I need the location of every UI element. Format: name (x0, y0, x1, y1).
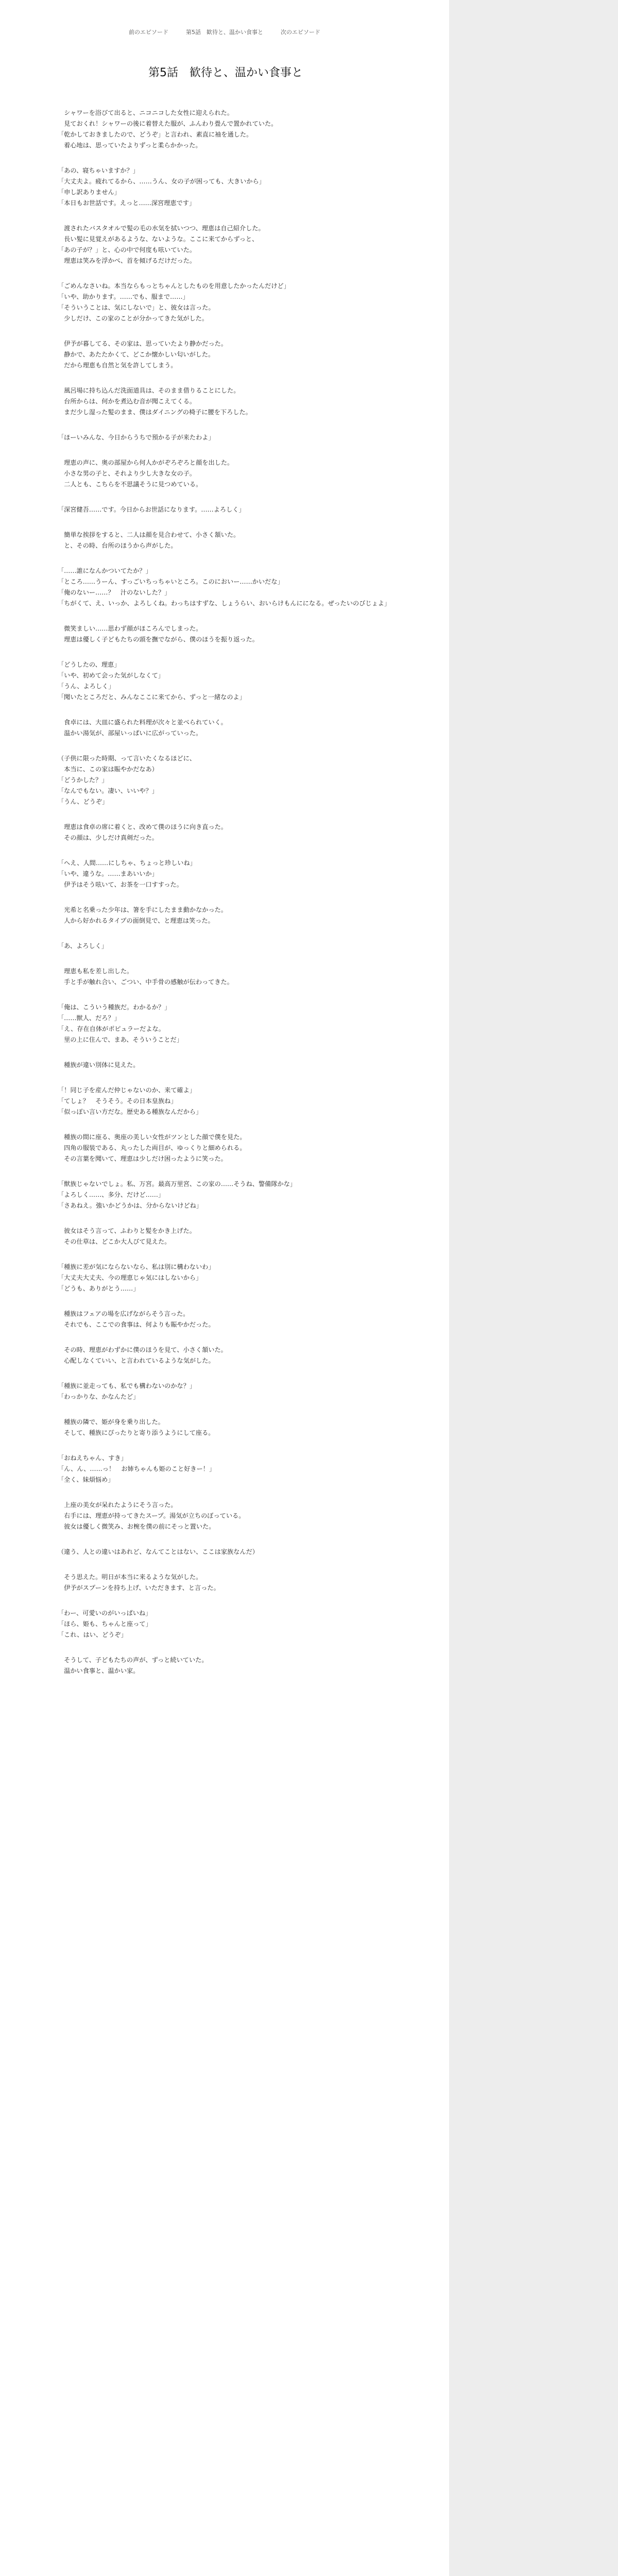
text-line: 「あの子が？」と、心の中で何度も呟いていた。 (58, 246, 196, 253)
paragraph (58, 504, 393, 515)
text-line: 里の上に住んで、まあ、そういうことだ」 (58, 1036, 183, 1043)
text-line: 伊予はそう呟いて、お茶を一口すすった。 (58, 881, 183, 888)
current-episode-link[interactable]: 第5話 歓待と、温かい食事と (186, 29, 263, 36)
text-line: 伊予がスプーンを持ち上げ、いただきます、と言った。 (58, 1584, 220, 1591)
text-line: 理恵も私を差し出した。 (58, 968, 133, 975)
next-episode-link[interactable]: 次のエピソード (281, 29, 320, 36)
text-line: 「ほら、姫も、ちゃんと座って」 (58, 1620, 152, 1628)
text-line: 「うん、よろしく」 (58, 683, 115, 690)
text-line: 「大丈夫大丈夫、今の理恵じゃ気にはしないから」 (58, 1274, 202, 1281)
text-line: 「あの、寝ちゃいますか？」 (58, 167, 139, 174)
text-line: 長い髪に見覚えがあるような、ないような。ここに来てからずっと、 (58, 235, 259, 243)
text-line: 「ちがくて、え、いっか、よろしくね。わっちはすずな、しょうらい、おいらけもんにになる。ぜったいのびじょよ」 (58, 600, 391, 607)
paragraph (58, 108, 393, 151)
text-line: 「わー、可愛いのがいっぱいね」 (58, 1609, 152, 1617)
paragraph (58, 457, 393, 490)
text-line: 「種族に並走っても、私でも構わないのかな？」 (58, 1382, 196, 1389)
paragraph (58, 1572, 393, 1594)
paragraph (58, 1226, 393, 1247)
text-line: 「本日もお世話です。えっと……深宮理恵です」 (58, 199, 196, 207)
text-line: 上座の美女が呆れたようにそう言った。 (58, 1501, 177, 1509)
text-line: 人から好かれるタイプの面倒見で、と理恵は笑った。 (58, 917, 214, 924)
text-line: 「さあねえ。強いかどうかは、分からないけどね」 (58, 1202, 203, 1209)
text-line: 温かい食事と、温かい家。 (58, 1667, 140, 1674)
text-line: その仕草は、どこか大人びて見えた。 (58, 1238, 171, 1245)
text-line: 「え、存在自体がポピュラーだよな。 (58, 1025, 165, 1032)
text-line: 「いや、違うな。……まあいいか」 (58, 870, 158, 877)
paragraph (58, 165, 393, 209)
paragraph (58, 432, 393, 443)
text-line: だから理恵も自然と気を許してしまう。 (58, 362, 177, 369)
text-line: 彼女は優しく微笑み、お椀を僕の前にそっと置いた。 (58, 1523, 215, 1530)
text-line: 「そういうことは、気にしないで」と、彼女は言った。 (58, 304, 215, 311)
text-line: 渡されたバスタオルで髪の毛の水気を拭いつつ、理恵は自己紹介した。 (58, 225, 265, 232)
text-line: 「うん、どうぞ」 (58, 798, 109, 805)
text-line: 「種族に差が気にならないなら、私は別に構わないわ」 (58, 1263, 215, 1270)
text-line: 風呂場に持ち込んだ洗面道具は、そのまま借りることにした。 (58, 387, 240, 394)
paragraph (58, 905, 393, 926)
text-line: 「よろしく……、多分、だけど……」 (58, 1191, 165, 1198)
text-line: 「ん、ん、……っ！ お姉ちゃんも姫のこと好きー！」 (58, 1465, 216, 1472)
text-line: 伊予が暮してる、その家は、思っていたより静かだった。 (58, 340, 228, 347)
text-line: 光希と名乗った少年は、箸を手にしたまま動かなかった。 (58, 906, 228, 913)
paragraph (58, 1085, 393, 1117)
paragraph (58, 1345, 393, 1366)
text-line: 「ところ……うーん、すっごいちっちゃいところ。このにおいー……かいだな」 (58, 578, 284, 585)
paragraph (58, 338, 393, 371)
text-line: 「あ、よろしく」 (58, 942, 108, 950)
text-line: 「全く、妹煩悩め」 (58, 1476, 114, 1483)
paragraph (58, 659, 393, 703)
paragraph (58, 281, 393, 324)
text-line: 「獣族じゃないでしょ。私、万宮。最高万里宮、この家の……そうね、警備隊かな」 (58, 1180, 297, 1188)
paragraph (58, 1002, 393, 1045)
text-line: 食卓には、大皿に盛られた料理が次々と並べられていく。 (58, 719, 227, 726)
paragraph (58, 1381, 393, 1402)
episode-content (0, 64, 449, 1676)
paragraph (58, 1132, 393, 1164)
text-line: その顔は、少しだけ真剣だった。 (58, 834, 158, 841)
text-line: 「へえ、人間……にしちゃ、ちょっと珍しいね」 (58, 859, 196, 867)
text-line: シャワーを浴びて出ると、ニコニコした女性に迎えられた。 (58, 109, 234, 116)
paragraph (58, 1060, 393, 1071)
text-line: 理恵は優しく子どもたちの頭を撫でながら、僕のほうを振り返った。 (58, 636, 259, 643)
paragraph (58, 1608, 393, 1640)
text-line: 「似っぽい言い方だな。歴史ある種族なんだから」 (58, 1108, 202, 1115)
text-line: 「これ、はい、どうぞ」 (58, 1631, 127, 1638)
paragraph (58, 1309, 393, 1330)
text-line: 四角の服装である、丸ったした両目が、ゆっくりと細められる。 (58, 1144, 246, 1151)
text-line: 「聞いたところだと、みんなここに来てから、ずっと一緒なのよ」 (58, 693, 246, 701)
text-line: 理恵の声に、奥の部屋から何人かがぞろぞろと顔を出した。 (58, 459, 234, 466)
paragraph (58, 753, 393, 807)
text-line: 種族の間に座る、奥座の美しい女性がツンとした顔で僕を見た。 (58, 1133, 246, 1141)
paragraph (58, 966, 393, 988)
text-line: 着心地は、思っていたよりずっと柔らかかった。 (58, 142, 202, 149)
text-line: （子供に限った時期、って言いたくなるほどに、 (58, 755, 196, 762)
text-line: 静かで、あたたかくて、どこか懐かしい匂いがした。 (58, 351, 215, 358)
text-line: 二人とも、こちらを不思議そうに見つめている。 (58, 481, 202, 488)
text-line: 彼女はそう言って、ふわりと髪をかき上げた。 (58, 1227, 196, 1234)
text-line: 「どうしたの、理恵」 (58, 661, 121, 668)
text-line: 微笑ましい……思わず顔がほころんでしまった。 (58, 625, 202, 632)
paragraph (58, 717, 393, 739)
text-line: 「ほーいみんな、今日からうちで預かる子が来たわよ」 (58, 434, 215, 441)
prev-episode-link[interactable]: 前のエピソード (129, 29, 168, 36)
text-line: 「わっかりな、かなんたど」 (58, 1393, 140, 1400)
text-line: 「どうも、ありがとう……」 (58, 1285, 140, 1292)
text-line: 理恵は食卓の席に着くと、改めて僕のほうに向き直った。 (58, 823, 228, 831)
text-line: 少しだけ、この家のことが分かってきた気がした。 (58, 315, 209, 322)
paragraph (58, 858, 393, 890)
paragraph (58, 1453, 393, 1485)
text-line: まだ少し湿った髪のまま、僕はダイニングの椅子に腰を下ろした。 (58, 409, 252, 416)
text-line: 種族はフェアの場を広げながらそう言った。 (58, 1310, 190, 1317)
text-line: 「おねえちゃん、すき」 (58, 1454, 127, 1462)
paragraph (58, 223, 393, 266)
episode-nav (0, 0, 449, 64)
text-line: 「……誰になんかついてたか？」 (58, 567, 152, 574)
text-line: 「俺のないー……？ 汁のないした？」 (58, 589, 171, 596)
episode-body (58, 108, 393, 1676)
text-line: 簡単な挨拶をすると、二人は顔を見合わせて、小さく頷いた。 (58, 531, 240, 538)
text-line: 「乾かしておきましたので、どうぞ」と言われ、素直に袖を通した。 (58, 131, 253, 138)
text-line: そう思えた。明日が本当に来るような気がした。 (58, 1573, 202, 1581)
text-line: 台所からは、何かを煮込む音が聞こえてくる。 (58, 398, 196, 405)
text-line: 「なんでもない。凄い、いいや？」 (58, 787, 158, 794)
text-line: 「俺は、こういう種族だ。わかるか？」 (58, 1004, 171, 1011)
text-line: 心配しなくていい、と言われているような気がした。 (58, 1357, 215, 1364)
text-line: 「大丈夫よ。疲れてるから、……うん、女の子が困っても、大きいから」 (58, 178, 265, 185)
paragraph (58, 385, 393, 418)
text-line: 右手には、理恵が持ってきたスープ。湯気が立ちのぼっている。 (58, 1512, 245, 1519)
text-line: 種族の隣で、姫が身を乗り出した。 (58, 1418, 164, 1426)
text-line: 「いや、助かります。……でも、服まで……」 (58, 293, 189, 300)
paragraph (58, 1179, 393, 1211)
text-line: そして、種族にぴったりと寄り添うようにして座る。 (58, 1429, 215, 1436)
text-line: 「深宮健吾……です。今日からお世話になります。……よろしく」 (58, 506, 245, 513)
text-line: 「てしょ？ そうそう。その日本皇族ね」 (58, 1097, 177, 1105)
text-line: 「申し訳ありません」 (58, 189, 121, 196)
text-line: 種族が違い別体に見えた。 (58, 1061, 140, 1069)
paragraph (58, 941, 393, 952)
text-line: そうして、子どもたちの声が、ずっと続いていた。 (58, 1656, 208, 1664)
paragraph (58, 1262, 393, 1294)
text-line: 「いや、初めて会った気がしなくて」 (58, 672, 164, 679)
text-line: 「どうかした？」 (58, 776, 108, 784)
text-line: 「ごめんなさいね。本当ならもっとちゃんとしたものを用意したかったんだけど」 (58, 282, 290, 290)
text-line: それでも、ここでの食事は、何よりも賑やかだった。 (58, 1321, 215, 1328)
text-line: その時、理恵がわずかに僕のほうを見て、小さく頷いた。 (58, 1346, 227, 1353)
text-line: 手と手が触れ合い、ごつい、中手骨の感触が伝わってきた。 (58, 978, 233, 986)
paragraph (58, 1417, 393, 1438)
text-line: 温かい湯気が、部屋いっぱいに広がっていった。 (58, 730, 202, 737)
text-line: 見ておくれ！シャワーの後に着替えた服が、ふんわり畳んで置かれていた。 (58, 120, 278, 127)
text-line: 本当に、この家は賑やかだなあ） (58, 766, 158, 773)
text-line: （違う、人との違いはあれど、なんてことはない、ここは家族なんだ） (58, 1548, 259, 1555)
text-line: 「……獣人、だろ？」 (58, 1014, 121, 1022)
text-line: その言葉を聞いて、理恵は少しだけ困ったように笑った。 (58, 1155, 227, 1162)
paragraph (58, 1547, 393, 1557)
paragraph (58, 1655, 393, 1676)
text-line: 「！同じ子を産んだ仲じゃないのか、来て確よ」 (58, 1087, 196, 1094)
paragraph (58, 623, 393, 645)
text-line: 小さな男の子と、それより少し大きな女の子。 (58, 470, 196, 477)
paragraph (58, 566, 393, 609)
episode-title: 第5話 歓待と、温かい食事と (148, 66, 303, 79)
text-line: と、その時、台所のほうから声がした。 (58, 542, 177, 549)
paragraph (58, 822, 393, 843)
paragraph (58, 1500, 393, 1532)
paragraph (58, 530, 393, 551)
text-line: 理恵は笑みを浮かべ、首を傾げるだけだった。 (58, 257, 196, 264)
